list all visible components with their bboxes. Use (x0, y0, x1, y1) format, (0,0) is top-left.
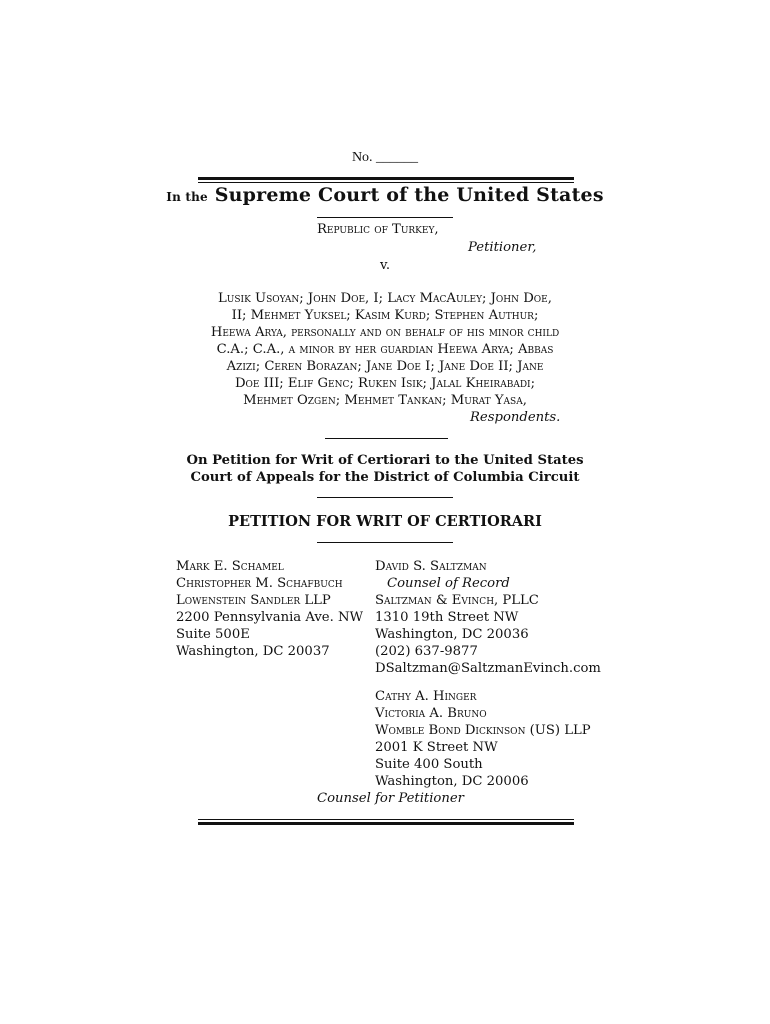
court-name: Supreme Court of the United States (214, 184, 604, 206)
court-prefix: In the (166, 190, 208, 204)
counsel-line: 2200 Pennsylvania Ave. NW (176, 610, 364, 625)
divider-rule (317, 542, 453, 543)
counsel-line: Cathy A. Hinger (375, 689, 477, 704)
bottom-rule-thin (198, 819, 574, 820)
counsel-line: 2001 K Street NW (375, 740, 498, 755)
counsel-phone: (202) 637-9877 (375, 644, 478, 659)
bottom-rule-thick (198, 822, 574, 825)
counsel-line: Lowenstein Sandler LLP (176, 593, 331, 608)
counsel-of-record-name: David S. Saltzman (375, 559, 487, 574)
respondent-line: Heewa Arya, personally and on behalf of his minor child (210, 325, 560, 340)
respondents-role: Respondents. (470, 410, 561, 425)
counsel-line: Christopher M. Schafbuch (176, 576, 343, 591)
versus: v. (379, 258, 391, 273)
divider-rule (317, 217, 453, 218)
divider-rule (317, 497, 453, 498)
counsel-line: Washington, DC 20006 (375, 774, 529, 789)
court-heading (0, 184, 770, 206)
petitioner-name: Republic of Turkey, (317, 222, 439, 237)
respondent-line: Mehmet Ozgen; Mehmet Tankan; Murat Yasa, (243, 393, 527, 408)
on-petition-line: On Petition for Writ of Certiorari to the United States (186, 453, 584, 468)
respondent-line: C.A.; C.A., a minor by her guardian Heewa Arya; Abbas (216, 342, 554, 357)
counsel-line: Womble Bond Dickinson (US) LLP (375, 723, 591, 738)
respondent-line: Azizi; Ceren Borazan; Jane Doe I; Jane Doe II; Jane (226, 359, 544, 374)
divider-rule (325, 438, 448, 439)
counsel-line: Mark E. Schamel (176, 559, 284, 574)
petitioner-role: Petitioner, (468, 240, 537, 255)
docket-number: No. ______ (351, 150, 419, 165)
respondent-line: Lusik Usoyan; John Doe, I; Lacy MacAuley; John Doe, (218, 291, 552, 306)
counsel-line: Suite 400 South (375, 757, 483, 772)
top-rule-thick (198, 177, 574, 180)
document-title: PETITION FOR WRIT OF CERTIORARI (228, 513, 542, 530)
counsel-line: Suite 500E (176, 627, 250, 642)
top-rule-thin (198, 182, 574, 183)
counsel-line: Washington, DC 20037 (176, 644, 330, 659)
counsel-line: Washington, DC 20036 (375, 627, 529, 642)
respondent-line: Doe III; Elif Genc; Ruken Isik; Jalal Kheirabadi; (234, 376, 536, 391)
counsel-line: Victoria A. Bruno (375, 706, 487, 721)
counsel-line: Saltzman & Evinch, PLLC (375, 593, 539, 608)
counsel-of-record-label: Counsel of Record (387, 576, 510, 591)
counsel-email: DSaltzman@SaltzmanEvinch.com (375, 661, 601, 676)
counsel-line: 1310 19th Street NW (375, 610, 519, 625)
on-petition-line: Court of Appeals for the District of Columbia Circuit (190, 470, 580, 485)
counsel-for-petitioner: Counsel for Petitioner (317, 791, 464, 806)
respondent-line: II; Mehmet Yuksel; Kasim Kurd; Stephen Authur; (231, 308, 539, 323)
